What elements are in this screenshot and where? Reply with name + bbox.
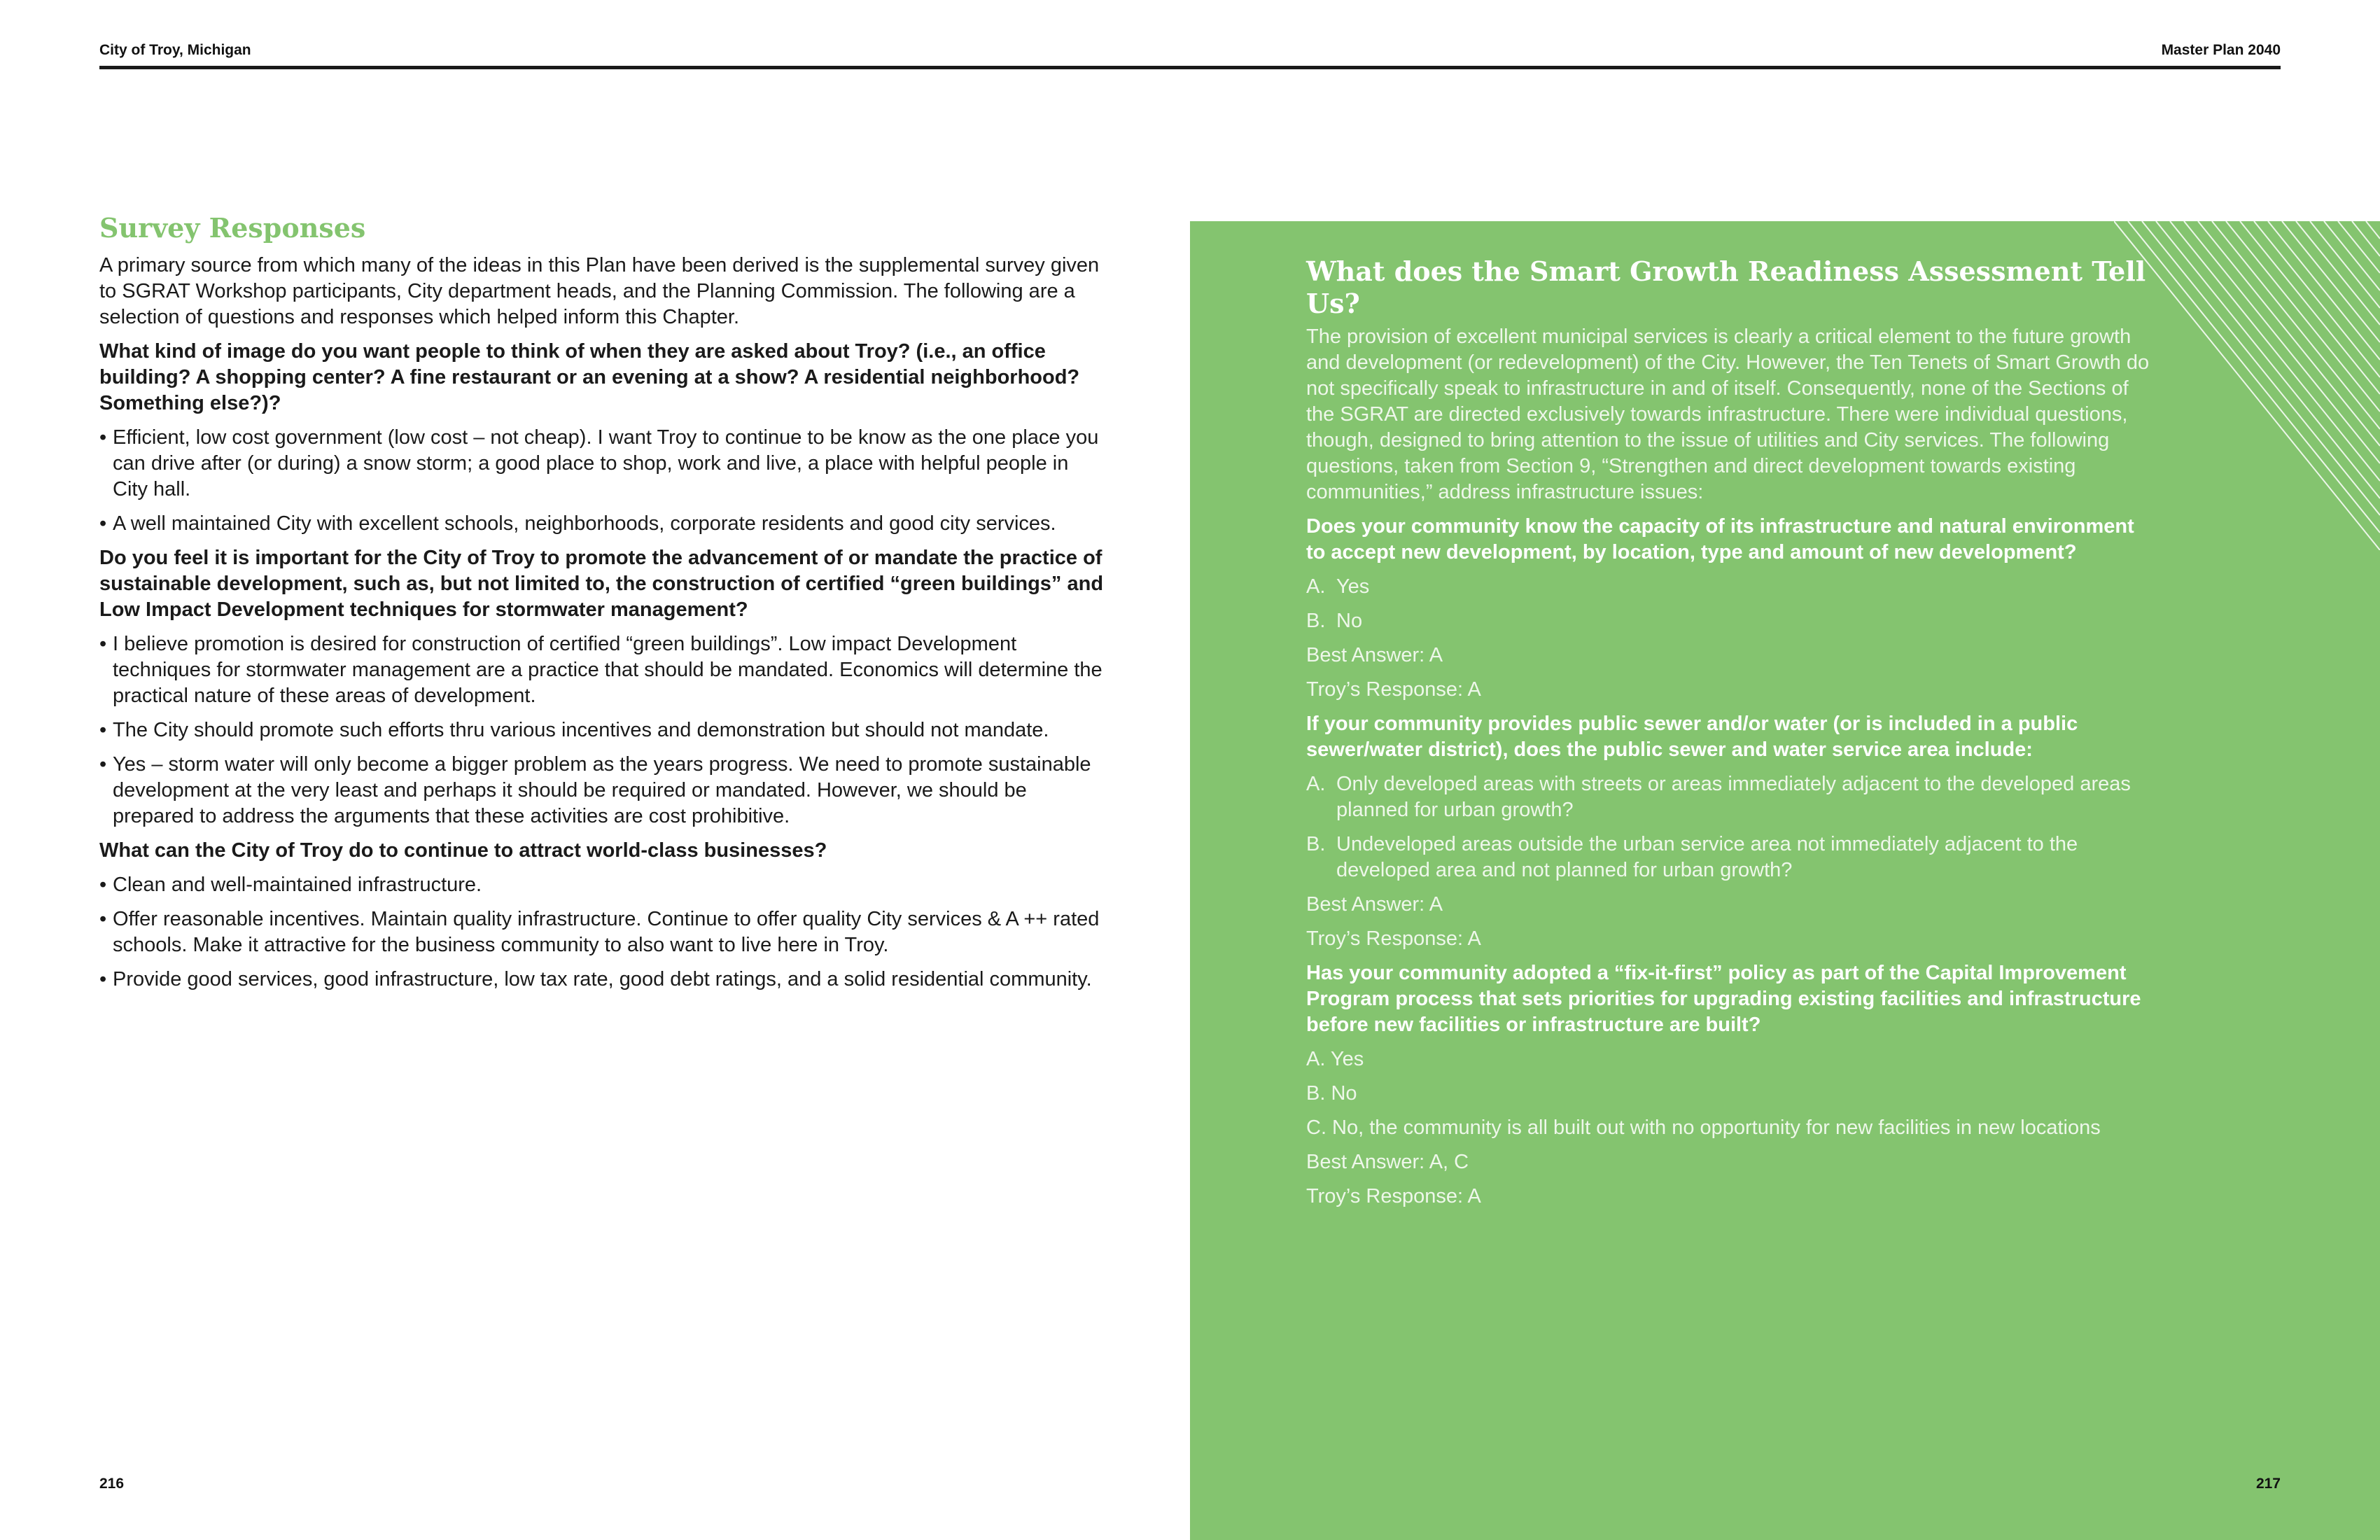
response-bullet: • Yes – storm water will only become a bigger problem as the years progress. We need to promote sustainable development at the very least and perhaps it should be required or mandated. However, we should be prepared to address the arguments that these activities are cost prohibitive. — [99, 752, 1107, 830]
answer-option: C. No, the community is all built out with no opportunity for new facilities in new locations — [1306, 1116, 2101, 1139]
option-letter: A. — [1306, 575, 1326, 598]
best-answer: Best Answer: A — [1306, 644, 1443, 666]
intro-paragraph: A primary source from which many of the ideas in this Plan have been derived is the supplemental survey given to SGRAT Workshop participants, City department heads, and the Planning Commission. The following are a selection of questions and responses which helped inform this Chapter. — [99, 254, 1100, 328]
option-text: No — [1336, 610, 1363, 632]
header-left: City of Troy, Michigan — [99, 42, 251, 58]
option-letter: B. — [1306, 610, 1326, 632]
answer-option — [1306, 771, 2153, 823]
response-bullet: • The City should promote such efforts thru various incentives and demonstration but should not mandate. — [99, 718, 1107, 743]
survey-question-3: What can the City of Troy do to continue to attract world-class businesses? — [99, 839, 827, 862]
answer-option — [1306, 574, 2153, 600]
section-title: Survey Responses — [99, 212, 366, 244]
header-rule — [99, 66, 2281, 69]
response-bullet: • I believe promotion is desired for construction of certified “green buildings”. Low impact Development techniques for stormwater management are a practice that should be mandated. Economics will determine the practical nature of these areas of development. — [99, 631, 1107, 709]
response-bullet: • Efficient, low cost government (low cost – not cheap). I want Troy to continue to be know as the one place you can drive after (or during) a snow storm; a good place to shop, work and live, a place with helpful people in City hall. — [99, 425, 1107, 503]
response-bullet: • Clean and well-maintained infrastructure. — [99, 872, 1107, 898]
response-bullet: • Provide good services, good infrastructure, low tax rate, good debt ratings, and a solid residential community. — [99, 967, 1107, 993]
troy-response: Troy’s Response: A — [1306, 678, 1481, 701]
option-letter: A. — [1306, 773, 1326, 795]
answer-option: A. Yes — [1306, 1048, 1364, 1070]
response-bullet: • A well maintained City with excellent schools, neighborhoods, corporate residents and good city services. — [99, 511, 1107, 537]
response-bullet: • Offer reasonable incentives. Maintain quality infrastructure. Continue to offer quality City services & A ++ rated schools. Make it attractive for the business community to also want to live here in Troy. — [99, 906, 1107, 958]
answer-option: B. No — [1306, 1082, 1357, 1105]
page-number-left: 216 — [99, 1476, 125, 1492]
sgrat-question-2: If your community provides public sewer and/or water (or is included in a public sewer/water district), does the public sewer and water service area include: — [1306, 713, 2078, 761]
right-column — [1306, 255, 2153, 1218]
page-number-right: 217 — [2255, 1476, 2281, 1492]
best-answer: Best Answer: A, C — [1306, 1151, 1469, 1173]
left-column — [99, 212, 1107, 1001]
option-letter: B. — [1306, 833, 1326, 855]
option-text: Only developed areas with streets or areas immediately adjacent to the developed areas planned for urban growth? — [1336, 773, 2131, 821]
panel-title: What does the Smart Growth Readiness Assessment Tell Us? — [1306, 255, 2146, 319]
answer-option — [1306, 608, 2153, 634]
survey-question-2: Do you feel it is important for the City of Troy to promote the advancement of or mandate the practice of sustainable development, such as, but not limited to, the construction of certified “green buildings” and Low Impact Development techniques for stormwater management? — [99, 547, 1104, 621]
troy-response: Troy’s Response: A — [1306, 1185, 1481, 1208]
panel-intro: The provision of excellent municipal services is clearly a critical element to the future growth and development (or redevelopment) of the City. However, the Ten Tenets of Smart Growth do not specifically speak to infrastructure in and of itself. Consequently, none of the Sections of the SGRAT are directed exclusively towards infrastructure. There were individual questions, though, designed to bring attention to the issue of utilities and City services. The following questions, taken from Section 9, “Strengthen and direct development towards existing communities,” address infrastructure issues: — [1306, 326, 2150, 503]
option-text: Undeveloped areas outside the urban service area not immediately adjacent to the developed area and not planned for urban growth? — [1336, 833, 2078, 881]
sgrat-question-3: Has your community adopted a “fix-it-first” policy as part of the Capital Improvement Program process that sets priorities for upgrading existing facilities and infrastructure before new facilities or infrastructure are built? — [1306, 962, 2141, 1036]
decorative-stripes — [2114, 221, 2380, 550]
best-answer: Best Answer: A — [1306, 893, 1443, 916]
answer-option — [1306, 832, 2153, 883]
option-text: Yes — [1336, 575, 1370, 598]
sgrat-question-1: Does your community know the capacity of its infrastructure and natural environment to accept new development, by location, type and amount of new development? — [1306, 515, 2134, 564]
survey-question-1: What kind of image do you want people to think of when they are asked about Troy? (i.e., an office building? A shopping center? A fine restaurant or an evening at a show? A residential neighborhood? Something else?)? — [99, 340, 1080, 414]
header-right: Master Plan 2040 — [2161, 42, 2281, 58]
troy-response: Troy’s Response: A — [1306, 927, 1481, 950]
